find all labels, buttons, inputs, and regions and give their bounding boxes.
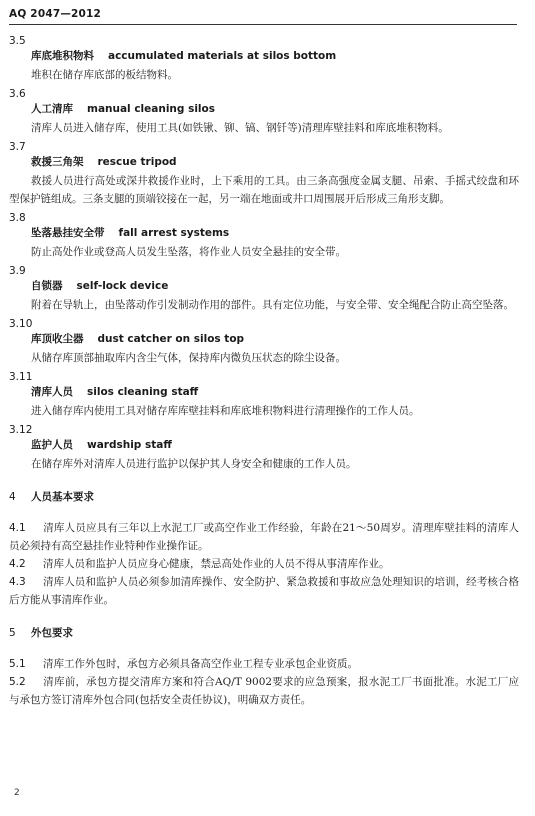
term-number: 3.8 xyxy=(9,212,26,224)
clause-number: 4.2 xyxy=(9,558,26,570)
section-title xyxy=(9,626,519,640)
term-definition: 在储存库外对清库人员进行监护以保护其人身安全和健康的工作人员。 xyxy=(31,458,357,470)
term-number: 3.9 xyxy=(9,265,26,277)
term-chinese: 人工清库 xyxy=(31,103,73,115)
document-code: AQ 2047—2012 xyxy=(9,8,102,20)
term-entry xyxy=(9,423,519,473)
section-title-text: 人员基本要求 xyxy=(31,491,94,503)
term-heading xyxy=(9,226,519,243)
section xyxy=(9,626,519,709)
clause-number: 4.1 xyxy=(9,522,26,534)
clause-text: 清库工作外包时，承包方必须具备高空作业工程专业承包企业资质。 xyxy=(43,658,358,670)
term-entry xyxy=(9,87,519,137)
clause-number: 5.2 xyxy=(9,676,26,688)
term-english: wardship staff xyxy=(87,439,172,451)
term-number: 3.7 xyxy=(9,141,26,153)
term-chinese: 监护人员 xyxy=(31,439,73,451)
term-definition: 清库人员进入储存库，使用工具(如铁锹、铆、镐、钢钎等)清理库壁挂料和库底堆积物料。 xyxy=(31,122,449,134)
term-heading xyxy=(9,49,519,66)
term-heading xyxy=(9,102,519,119)
term-english: dust catcher on silos top xyxy=(97,333,245,345)
clause xyxy=(9,673,519,709)
term-heading xyxy=(9,332,519,349)
term-chinese: 库底堆积物料 xyxy=(31,50,94,62)
term-chinese: 坠落悬挂安全带 xyxy=(31,227,105,239)
clause-text: 清库人员应具有三年以上水泥工厂或高空作业工作经验，年龄在21～50周岁。清理库壁挂料的清库人员必须持有高空悬挂作业特种作业操作证。 xyxy=(9,522,519,552)
section-number: 4 xyxy=(9,491,16,503)
clause xyxy=(9,655,519,673)
term-definition: 从储存库顶部抽取库内含尘气体，保持库内微负压状态的除尘设备。 xyxy=(31,352,346,364)
term-english: fall arrest systems xyxy=(118,227,230,239)
term-entry xyxy=(9,211,519,261)
term-chinese: 清库人员 xyxy=(31,386,73,398)
term-heading xyxy=(9,279,519,296)
clause-number: 4.3 xyxy=(9,576,26,588)
term-definition: 救援人员进行高处或深井救援作业时，上下乘用的工具。由三条高强度金属支腿、吊索、手摇式绞盘和环型保护链组成。三条支腿的顶端铰接在一起，另一端在地面或井口周围展开后形成三角形支脚。 xyxy=(9,175,519,205)
term-definition: 防止高处作业或登高人员发生坠落，将作业人员安全悬挂的安全带。 xyxy=(31,246,346,258)
term-definition: 进入储存库内使用工具对储存库库壁挂料和库底堆积物料进行清理操作的工作人员。 xyxy=(31,405,420,417)
term-english: self-lock device xyxy=(76,280,169,292)
term-number: 3.6 xyxy=(9,88,26,100)
term-english: accumulated materials at silos bottom xyxy=(108,50,337,62)
section-title-text: 外包要求 xyxy=(31,627,73,639)
term-number: 3.12 xyxy=(9,424,33,436)
term-heading xyxy=(9,155,519,172)
clause-text: 清库人员和监护人员必须参加清库操作、安全防护、紧急救援和事故应急处理知识的培训，经考核合格后方能从事清库作业。 xyxy=(9,576,519,606)
term-heading xyxy=(9,385,519,402)
clause xyxy=(9,555,519,573)
page-number: 2 xyxy=(14,788,20,798)
clause xyxy=(9,573,519,609)
header-rule xyxy=(9,24,517,25)
clause-text: 清库人员和监护人员应身心健康，禁忌高处作业的人员不得从事清库作业。 xyxy=(43,558,390,570)
term-entry xyxy=(9,140,519,208)
term-english: rescue tripod xyxy=(97,156,177,168)
terms-list xyxy=(9,34,519,473)
section-title xyxy=(9,490,519,504)
term-heading xyxy=(9,438,519,455)
sections-list xyxy=(9,490,519,709)
term-definition: 堆积在储存库底部的板结物料。 xyxy=(31,69,178,81)
clause xyxy=(9,519,519,555)
term-english: silos cleaning staff xyxy=(87,386,199,398)
term-chinese: 救援三角架 xyxy=(31,156,84,168)
term-entry xyxy=(9,34,519,84)
term-entry xyxy=(9,264,519,314)
term-number: 3.5 xyxy=(9,35,26,47)
term-chinese: 库顶收尘器 xyxy=(31,333,84,345)
term-chinese: 自锁器 xyxy=(31,280,63,292)
term-number: 3.11 xyxy=(9,371,33,383)
section xyxy=(9,490,519,609)
clause-text: 清库前，承包方提交清库方案和符合AQ/T 9002要求的应急预案，报水泥工厂书面批准。水泥工厂应与承包方签订清库外包合同(包括安全责任协议)，明确双方责任。 xyxy=(9,676,519,706)
clause-number: 5.1 xyxy=(9,658,26,670)
term-definition: 附着在导轨上，由坠落动作引发制动作用的部件。具有定位功能，与安全带、安全绳配合防止高空坠落。 xyxy=(31,299,514,311)
term-entry xyxy=(9,317,519,367)
term-number: 3.10 xyxy=(9,318,33,330)
term-entry xyxy=(9,370,519,420)
page-body xyxy=(9,34,519,709)
section-number: 5 xyxy=(9,627,16,639)
term-english: manual cleaning silos xyxy=(87,103,215,115)
